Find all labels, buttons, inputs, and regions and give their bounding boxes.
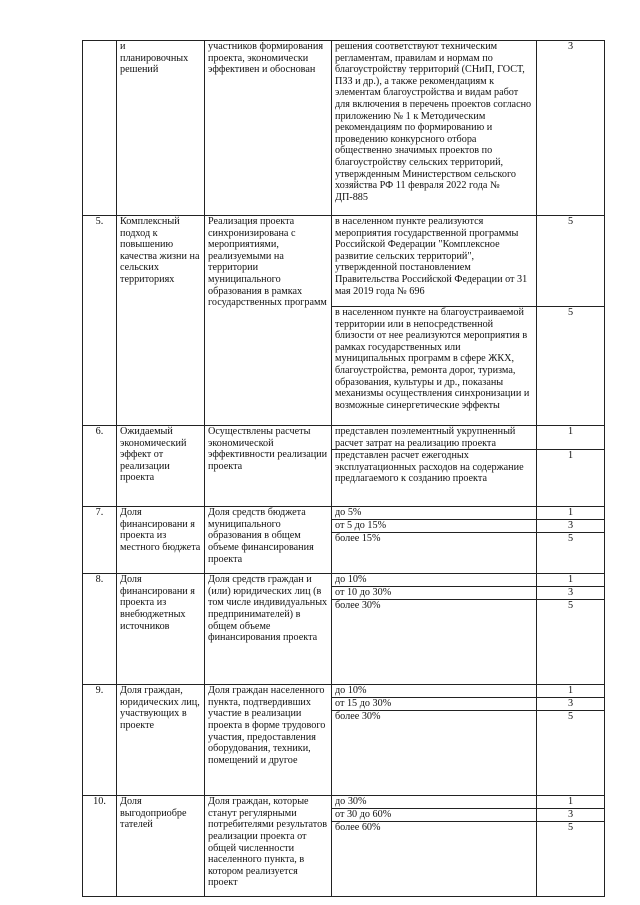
condition-score: 1 <box>537 796 605 809</box>
condition-score: 5 <box>537 600 605 685</box>
criterion-name: Доля финансировани я проекта из внебюджетных источников <box>117 574 205 685</box>
condition-score: 1 <box>537 426 605 450</box>
condition-text: в населенном пункте реализуются мероприятия государственной программы Российской Федерации "Комплексное развитие сельских территорий", утвержденной постановлением Правительства Российской Федерации от 31 мая 2019 года № 696 <box>332 216 537 307</box>
criterion-description: Осуществлены расчеты экономической эффективности реализации проекта <box>205 426 332 507</box>
condition-text: от 10 до 30% <box>332 587 537 600</box>
condition-text: более 30% <box>332 600 537 685</box>
condition-text: до 30% <box>332 796 537 809</box>
condition-text: от 30 до 60% <box>332 809 537 822</box>
criterion-description: Доля средств бюджета муниципального образования в общем объеме финансирования проекта <box>205 507 332 574</box>
condition-text: представлен поэлементный укрупненный расчет затрат на реализацию проекта <box>332 426 537 450</box>
table-row <box>83 507 605 520</box>
condition-score: 3 <box>537 698 605 711</box>
condition-text: в населенном пункте на благоустраиваемой территории или в непосредственной близости от нее реализуются мероприятия в рамках государственных или муниципальных программ в сфере ЖКХ, благоустройства, ремонта дорог, туризма, образования, культуры и др., показаны механизмы осуществления синхронизации и возможные синергетические эффекты <box>332 307 537 426</box>
criterion-name: Доля выгодоприобре тателей <box>117 796 205 897</box>
condition-text: до 5% <box>332 507 537 520</box>
criterion-number <box>83 41 117 216</box>
condition-score: 3 <box>537 809 605 822</box>
condition-score: 5 <box>537 307 605 426</box>
condition-text: до 10% <box>332 685 537 698</box>
condition-text: более 15% <box>332 533 537 574</box>
criterion-name: и планировочных решений <box>117 41 205 216</box>
criterion-description: Реализация проекта синхронизирована с мероприятиями, реализуемыми на территории муниципального образования в рамках государственных программ <box>205 216 332 426</box>
table-row <box>83 426 605 450</box>
condition-text: от 15 до 30% <box>332 698 537 711</box>
condition-text: до 10% <box>332 574 537 587</box>
condition-text: представлен расчет ежегодных эксплуатационных расходов на содержание предлагаемого к созданию проекта <box>332 450 537 507</box>
table-row <box>83 41 605 216</box>
criterion-number: 7. <box>83 507 117 574</box>
criterion-description: Доля средств граждан и (или) юридических лиц (в том числе индивидуальных предпринимателей) в общем объеме финансирования проекта <box>205 574 332 685</box>
criterion-number: 10. <box>83 796 117 897</box>
condition-score: 5 <box>537 822 605 897</box>
criterion-name: Ожидаемый экономический эффект от реализации проекта <box>117 426 205 507</box>
table-row <box>83 685 605 698</box>
criterion-description: Доля граждан населенного пункта, подтвердивших участие в реализации проекта в форме трудового участия, предоставления оборудования, техники, помещений и другое <box>205 685 332 796</box>
condition-text: более 60% <box>332 822 537 897</box>
condition-score: 1 <box>537 450 605 507</box>
condition-text: решения соответствуют техническим регламентам, правилам и нормам по благоустройству территорий (СНиП, ГОСТ, ПЗЗ и др.), а также рекомендациям к элементам благоустройства и видам работ для включения в перечень проектов согласно приложению № 1 к Методическим рекомендациям по формированию и проведению конкурсного отбора общественно значимых проектов по благоустройству сельских территорий, утвержденным Министерством сельского хозяйства РФ 11 февраля 2022 года № ДП-885 <box>332 41 537 216</box>
table-row <box>83 574 605 587</box>
condition-score: 5 <box>537 533 605 574</box>
criterion-description: участников формирования проекта, экономически эффективен и обоснован <box>205 41 332 216</box>
condition-score: 1 <box>537 574 605 587</box>
table-row <box>83 216 605 307</box>
condition-score: 1 <box>537 685 605 698</box>
criteria-table-body <box>83 41 605 897</box>
criterion-name: Доля финансировани я проекта из местного бюджета <box>117 507 205 574</box>
table-row <box>83 796 605 809</box>
criterion-name: Комплексный подход к повышению качества жизни на сельских территориях <box>117 216 205 426</box>
criterion-number: 8. <box>83 574 117 685</box>
condition-score: 3 <box>537 41 605 216</box>
condition-text: от 5 до 15% <box>332 520 537 533</box>
condition-score: 5 <box>537 216 605 307</box>
criteria-table <box>82 40 605 897</box>
criterion-number: 9. <box>83 685 117 796</box>
criterion-number: 5. <box>83 216 117 426</box>
condition-score: 3 <box>537 520 605 533</box>
condition-score: 3 <box>537 587 605 600</box>
condition-text: более 30% <box>332 711 537 796</box>
condition-score: 5 <box>537 711 605 796</box>
condition-score: 1 <box>537 507 605 520</box>
criterion-name: Доля граждан, юридических лиц, участвующих в проекте <box>117 685 205 796</box>
criterion-description: Доля граждан, которые станут регулярными потребителями результатов реализации проекта от общей численности населенного пункта, в котором реализуется проект <box>205 796 332 897</box>
criterion-number: 6. <box>83 426 117 507</box>
